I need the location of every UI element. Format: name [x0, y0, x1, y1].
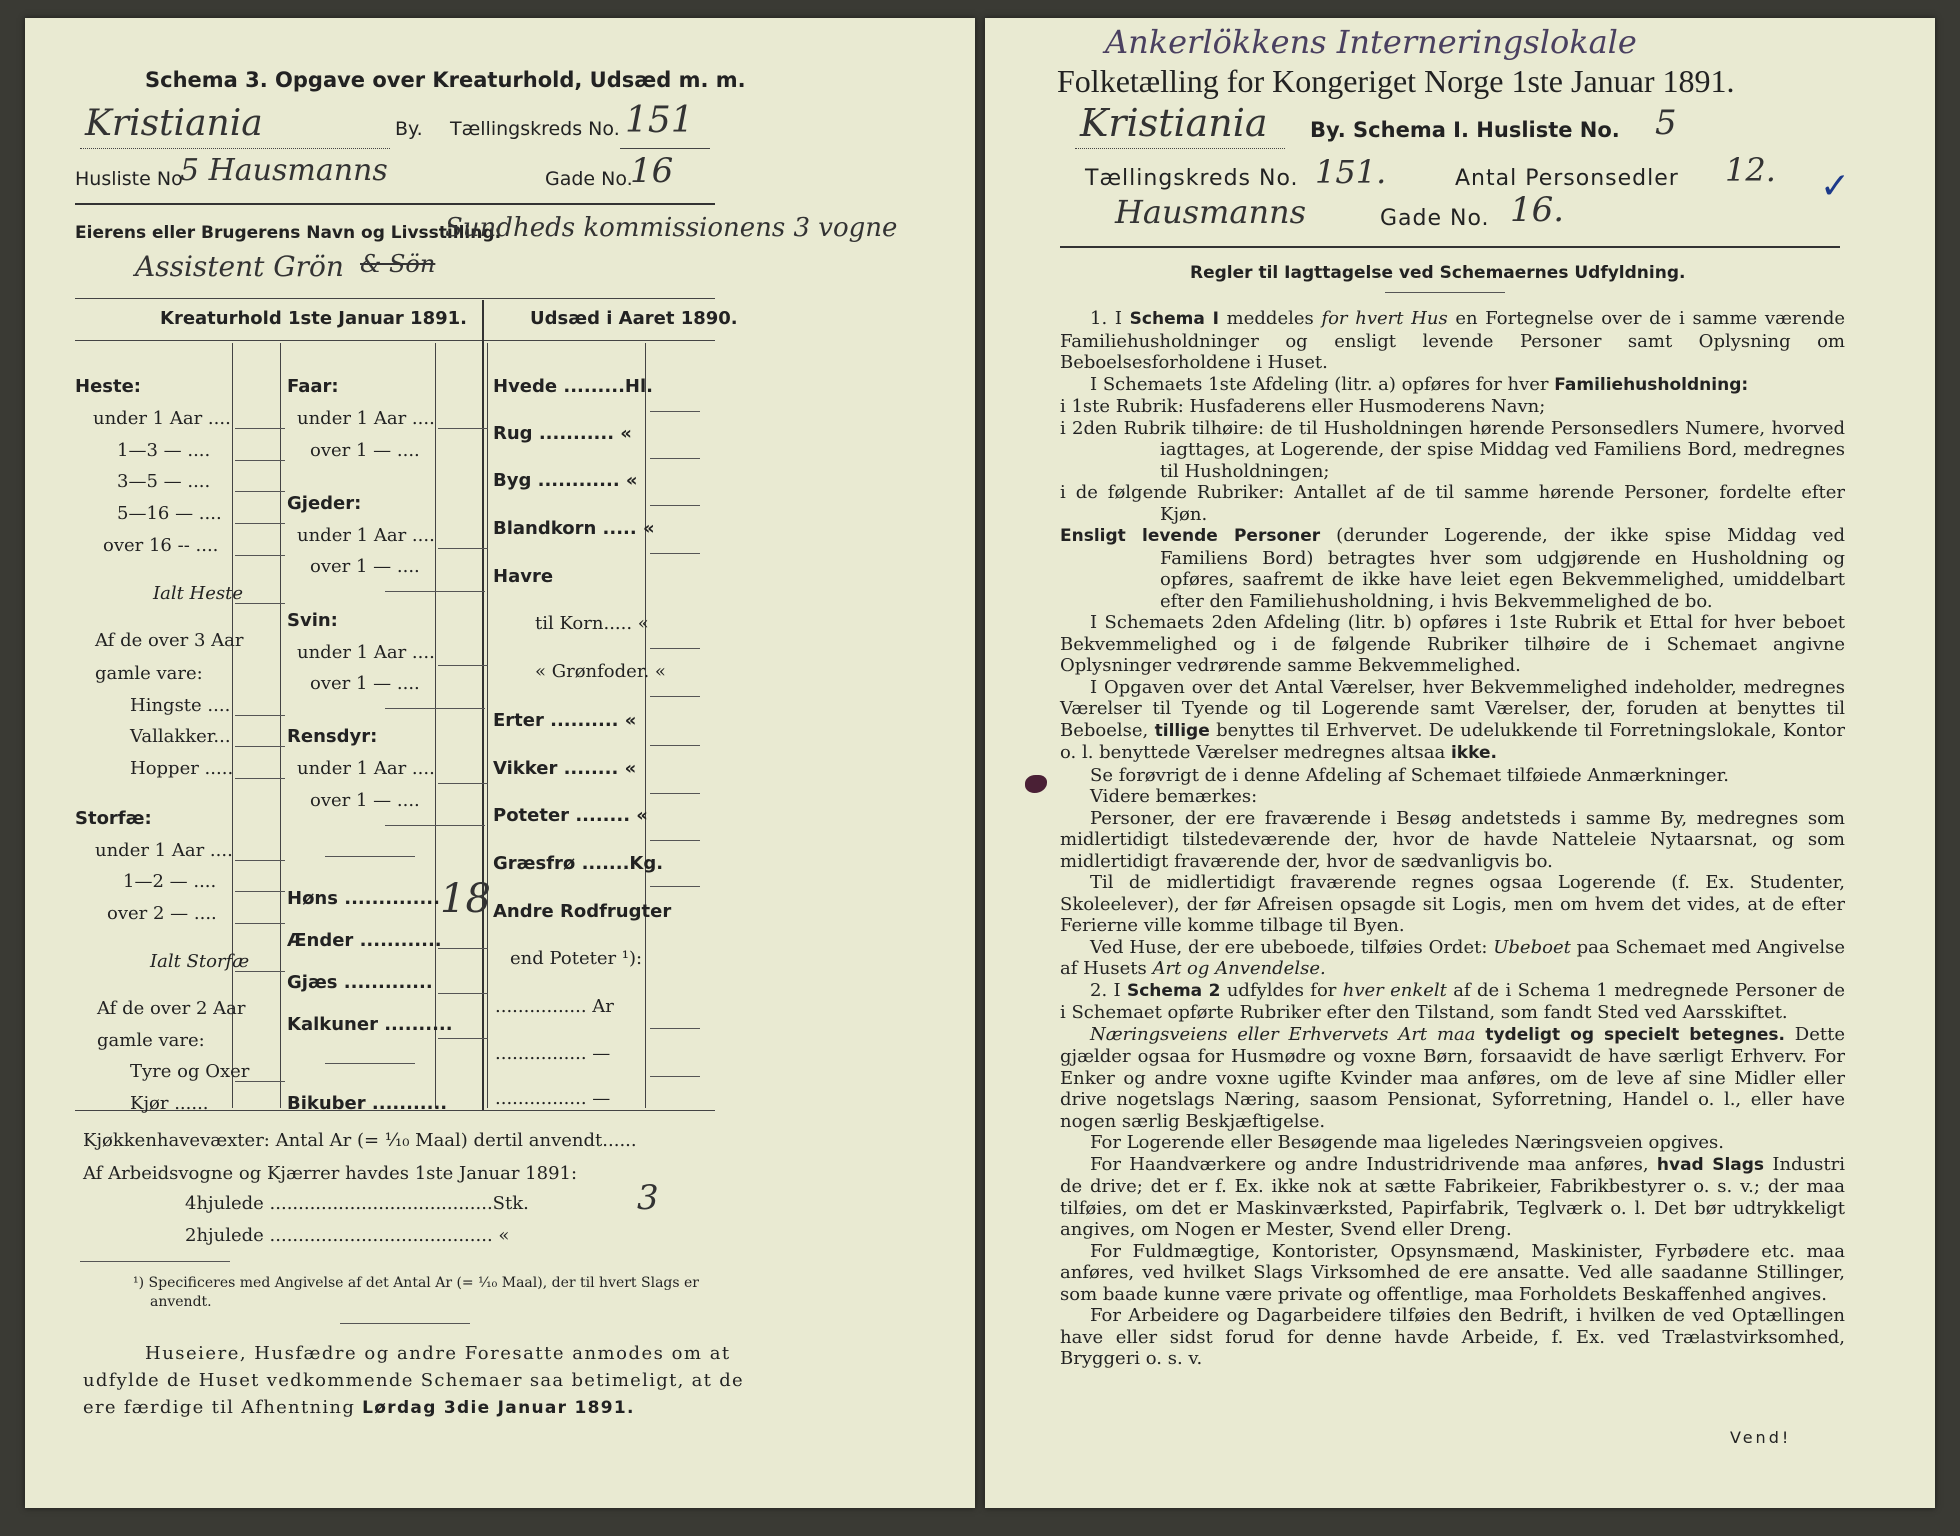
rule-paragraph: Ensligt levende Personer (derunder Logerende, der ikke spise Middag ved Familiens Bord) betragtes hver som udgjørende en Husholdning og opføres, saafremt de ikke have leiet egen Bekvemmelighed, umiddelbart efter den Familiehusholdning, i hvis Bekvemmelighed de bo. — [1060, 525, 1845, 612]
census-title: Folketælling for Kongeriget Norge 1ste Januar 1891. — [1057, 63, 1735, 99]
footnote-2: anvendt. — [150, 1294, 212, 1310]
kreds-line — [620, 148, 710, 149]
fowl-row: Ænder ............ — [287, 930, 442, 951]
kreds-label: Tællingskreds No. — [1085, 166, 1299, 191]
entry-blank — [650, 1076, 700, 1077]
antal-label: Antal Personsedler — [1455, 166, 1679, 191]
heste-row: gamle vare: — [95, 663, 203, 684]
udsaed-row: ................ — — [495, 1043, 611, 1064]
gade-label: Gade No. — [1380, 206, 1490, 231]
entry-blank — [438, 783, 488, 784]
by-schema-label: By. Schema I. Husliste No. — [1310, 118, 1620, 142]
gjeder-row: under 1 Aar .... — [297, 525, 435, 546]
udsaed-row: Blandkorn ..... « — [493, 518, 655, 539]
udsaed-row: Byg ............ « — [493, 470, 638, 491]
storfae-row: Af de over 2 Aar — [97, 998, 246, 1019]
entry-blank — [235, 460, 285, 461]
entry-blank — [650, 886, 700, 887]
entry-blank — [235, 971, 285, 972]
udsaed-row: Havre — [493, 566, 554, 587]
city-line — [80, 148, 390, 149]
entry-blank — [385, 825, 485, 826]
udsaed-row: Poteter ........ « — [493, 805, 648, 826]
check-mark: ✓ — [1820, 166, 1851, 207]
closing-2: udfylde de Huset vedkommende Schemaer saa betimeligt, at de — [83, 1370, 745, 1391]
faar-label: Faar: — [287, 376, 339, 397]
fowl-row: Høns .............. — [287, 888, 440, 909]
storfae-row: gamle vare: — [97, 1030, 205, 1051]
gade-label: Gade No. — [545, 168, 633, 190]
rule-paragraph: i 2den Rubrik tilhøire: de til Husholdningen hørende Personsedlers Numere, hvorved iagttages, at Logerende, der spise Middag ved Familiens Bord, medregnes til Husholdningen; — [1060, 417, 1845, 482]
kjokken-line: Kjøkkenhavevæxter: Antal Ar (= ¹⁄₁₀ Maal) dertil anvendt...... — [83, 1130, 637, 1151]
vend-label: Vend! — [1730, 1428, 1792, 1447]
entry-blank — [438, 1038, 488, 1039]
entry-blank — [650, 553, 700, 554]
col-b-divider — [435, 343, 436, 1108]
city-line — [1075, 148, 1285, 149]
storfae-row: 1—2 — .... — [123, 871, 217, 892]
rule-paragraph: I Opgaven over det Antal Værelser, hver Bekvemmelighed indeholder, medregnes Værelser til Tyende og til Logerende samt Værelser, der, foruden at benyttes til Beboelse, tillige benyttes til Erhvervet. De udelukkende til Forretningslokale, Kontor o. l. benyttede Værelser medregnes altsaa ikke. — [1060, 676, 1845, 763]
gade-handwritten: 16 — [630, 151, 674, 191]
heste-row: Vallakker... — [130, 726, 231, 747]
entry-blank — [438, 948, 488, 949]
heste-row: 3—5 — .... — [117, 471, 211, 492]
rules-body — [1060, 308, 1845, 1370]
by-label: By. — [395, 118, 423, 140]
rule-paragraph: Næringsveiens eller Erhvervets Art maa tydeligt og specielt betegnes. Dette gjælder ogsaa for Husmødre og voxne Børn, forsaavidt de have særligt Erhverv. For Enker og andre voxne ugifte Kvinder maa anføres, om de leve af sine Midler eller drive nogetslags Næring, saasom Pensionat, Syforretning, Handel o. l., eller have nogen særlig Beskjæftigelse. — [1060, 1023, 1845, 1132]
city-handwritten: Kristiania — [1080, 101, 1268, 145]
fowl-row: Kalkuner .......... — [287, 1014, 453, 1035]
entry-blank — [438, 428, 488, 429]
hjul2-line: 2hjulede ....................................... « — [185, 1225, 510, 1246]
rule-paragraph: Se forøvrigt de i denne Afdeling af Schemaet tilføiede Anmærkninger. — [1090, 764, 1729, 786]
gjeder-label: Gjeder: — [287, 493, 362, 514]
rule-paragraph: 1. I Schema I meddeles for hvert Hus en Fortegnelse over de i samme værende Familiehusholdninger og ensligt levende Personer samt Oplysning om Beboelsesforholdene i Huset. — [1060, 308, 1846, 373]
kreds-handwritten: 151 — [625, 100, 694, 141]
faar-row: over 1 — .... — [310, 440, 420, 461]
kreds-handwritten: 151. — [1315, 153, 1387, 191]
rule-paragraph: Til de midlertidigt fraværende regnes ogsaa Logerende (f. Ex. Studenter, Skoleelever), der før Afreisen opsagde sit Logis, men om hvem det vides, at de efter Ferierne ville komme tilbage til Byen. — [1060, 872, 1845, 936]
vogne-line: Af Arbeidsvogne og Kjærrer havdes 1ste Januar 1891: — [83, 1163, 578, 1184]
col2-header: Udsæd i Aaret 1890. — [530, 308, 738, 329]
faar-row: under 1 Aar .... — [297, 408, 435, 429]
entry-blank — [650, 745, 700, 746]
rensdyr-row: over 1 — .... — [310, 790, 420, 811]
udsaed-row: ................ — — [495, 1088, 611, 1109]
entry-blank — [438, 993, 488, 994]
right-page-schema-1 — [985, 18, 1935, 1508]
svin-label: Svin: — [287, 610, 338, 631]
closing-3-date: Lørdag 3die Januar 1891. — [362, 1398, 635, 1418]
heste-row: Hopper ..... — [130, 758, 234, 779]
entry-blank — [235, 923, 285, 924]
header-rule — [1060, 246, 1840, 248]
fowl-row: Bikuber ........... — [287, 1093, 448, 1114]
entry-blank — [235, 778, 285, 779]
udsaed-row: Andre Rodfrugter — [493, 901, 672, 922]
gjeder-row: over 1 — .... — [310, 556, 420, 577]
entry-blank — [235, 746, 285, 747]
rensdyr-row: under 1 Aar .... — [297, 758, 435, 779]
storfae-row: Tyre og Oxer — [130, 1061, 250, 1082]
husliste-handwritten: 5 — [1655, 103, 1677, 143]
rule-paragraph: Videre bemærkes: — [1090, 786, 1258, 807]
udsaed-row: « Grønfoder. « — [535, 661, 666, 682]
entry-blank — [650, 793, 700, 794]
rule-paragraph: For Logerende eller Besøgende maa ligeledes Næringsveien opgives. — [1090, 1132, 1724, 1153]
entry-blank — [385, 591, 485, 592]
heste-row: Hingste .... — [130, 695, 231, 716]
svin-row: under 1 Aar .... — [297, 642, 435, 663]
rule-paragraph: For Fuldmægtige, Kontorister, Opsynsmænd, Maskinister, Fyrbødere etc. maa anføres, ved hvilket Slags Virksomhed de ere ansatte. Ved alle saadanne Stillinger, som baade kunne være private og offentlige, maa Forholdets Beskaffenhed angives. — [1060, 1240, 1845, 1305]
closing-1: Huseiere, Husfædre og andre Foresatte anmodes om at — [145, 1343, 731, 1364]
udsaed-row: Hvede .........Hl. — [493, 376, 653, 397]
footnote-rule — [80, 1261, 230, 1262]
col-c-divider — [645, 343, 646, 1108]
svin-row: over 1 — .... — [310, 673, 420, 694]
owner-handwritten-2: Assistent Grön — [135, 250, 344, 283]
entry-blank — [235, 555, 285, 556]
table-top-rule — [75, 298, 715, 299]
schema3-title: Schema 3. Opgave over Kreaturhold, Udsæd m. m. — [145, 68, 746, 92]
entry-blank — [235, 715, 285, 716]
storfae-label: Storfæ: — [75, 808, 152, 829]
udsaed-row: Græsfrø .......Kg. — [493, 853, 664, 874]
entry-blank — [235, 603, 285, 604]
entry-blank — [235, 523, 285, 524]
entry-blank — [438, 548, 488, 549]
closing-rule — [340, 1323, 470, 1324]
udsaed-row: til Korn..... « — [535, 613, 649, 634]
owner-label: Eierens eller Brugerens Navn og Livsstilling: — [75, 223, 502, 243]
udsaed-row: ................ Ar — [495, 996, 614, 1017]
section-divider — [325, 1063, 415, 1064]
antal-handwritten: 12. — [1725, 151, 1776, 189]
entry-blank — [235, 1081, 285, 1082]
entry-blank — [235, 428, 285, 429]
entry-blank — [650, 505, 700, 506]
heste-row: 5—16 — .... — [117, 503, 222, 524]
heste-row: 1—3 — .... — [117, 440, 211, 461]
col-a-divider-1 — [232, 343, 233, 1108]
storfae-row: over 2 — .... — [107, 903, 217, 924]
rules-title-rule — [1385, 292, 1505, 293]
entry-blank — [650, 840, 700, 841]
owner-handwritten-2b: & Sön — [360, 250, 436, 278]
entry-blank — [235, 860, 285, 861]
table-mid-divider — [482, 300, 484, 1110]
rule-paragraph: Personer, der ere fraværende i Besøg andetsteds i samme By, medregnes som midlertidigt tilstedeværende der, hvor de havde Natteleie Nytaarsnat, og som midlertidigt fraværende der, hvor de sædvanligvis bo. — [1060, 807, 1845, 872]
udsaed-row: end Poteter ¹): — [510, 948, 643, 969]
rule-paragraph: i de følgende Rubriker: Antallet af de til samme hørende Personer, fordelte efter Kjøn. — [1060, 482, 1845, 525]
heste-row: under 1 Aar .... — [93, 408, 231, 429]
street-handwritten: Hausmanns — [1115, 193, 1307, 231]
entry-blank — [650, 648, 700, 649]
rule-paragraph: I Schemaets 1ste Afdeling (litr. a) opføres for hver Familiehusholdning: — [1090, 373, 1749, 395]
kreds-label: Tællingskreds No. — [450, 118, 620, 140]
husliste-handwritten: 5 Hausmanns — [180, 153, 388, 188]
storfae-row: Kjør ...... — [130, 1093, 209, 1114]
husliste-label: Husliste No — [75, 168, 183, 190]
entry-blank — [650, 411, 700, 412]
entry-blank — [650, 696, 700, 697]
heste-row: over 16 -- .... — [103, 535, 219, 556]
closing-3 — [83, 1397, 635, 1418]
storfae-total: Ialt Storfæ — [150, 951, 250, 972]
hons-handwritten: 18 — [440, 876, 491, 922]
rule-paragraph: I Schemaets 2den Afdeling (litr. b) opføres i 1ste Rubrik et Ettal for hver beboet Bekvemmelighed og i de følgende Rubriker tilhøire de i Schemaet angivne Oplysninger vedrørende samme Bekvemmelighed. — [1060, 612, 1845, 676]
ink-stain — [1025, 775, 1047, 793]
fowl-row: Gjæs ............. — [287, 972, 433, 993]
section-divider — [325, 856, 415, 857]
table-header-rule — [75, 340, 715, 341]
hjul4-handwritten: 3 — [637, 1178, 659, 1218]
owner-handwritten-1: Sundheds kommissionens 3 vogne — [445, 213, 898, 243]
entry-blank — [650, 1028, 700, 1029]
heste-label: Heste: — [75, 376, 141, 397]
entry-blank — [235, 491, 285, 492]
heste-total: Ialt Heste — [153, 583, 244, 604]
hjul4-line: 4hjulede .......................................Stk. — [185, 1193, 529, 1214]
udsaed-row: Vikker ........ « — [493, 758, 637, 779]
rensdyr-label: Rensdyr: — [287, 726, 378, 747]
entry-blank — [438, 665, 488, 666]
storfae-row: under 1 Aar .... — [95, 840, 233, 861]
rule-paragraph: Ved Huse, der ere ubeboede, tilføies Ordet: Ubeboet paa Schemaet med Angivelse af Husets Art og Anvendelse. — [1060, 936, 1845, 979]
entry-blank — [385, 708, 485, 709]
left-page-schema-3 — [25, 18, 975, 1508]
udsaed-row: Rug ........... « — [493, 423, 632, 444]
udsaed-row: Erter .......... « — [493, 710, 637, 731]
entry-blank — [235, 891, 285, 892]
rule-paragraph: i 1ste Rubrik: Husfaderens eller Husmoderens Navn; — [1060, 396, 1546, 417]
city-handwritten: Kristiania — [85, 103, 263, 144]
location-handwritten: Ankerlökkens Interneringslokale — [1105, 23, 1637, 61]
entry-blank — [650, 458, 700, 459]
heste-row: Af de over 3 Aar — [95, 630, 244, 651]
closing-3-text: ere færdige til Afhentning — [83, 1397, 363, 1418]
gade-handwritten: 16. — [1510, 190, 1565, 230]
rule-paragraph: For Haandværkere og andre Industridrivende maa anføres, hvad Slags Industri de drive; det er f. Ex. ikke nok at sætte Fabrikeier, Fabrikbestyrer o. s. v.; der maa tilføies, om det er Maskinværksted, Papirfabrik, Teglværk o. l. Det bør udtrykkeligt angives, om Nogen er Mester, Svend eller Dreng. — [1060, 1153, 1845, 1240]
col-a-divider-2 — [280, 343, 281, 1108]
col1-header: Kreaturhold 1ste Januar 1891. — [160, 308, 467, 329]
rule-paragraph: 2. I Schema 2 udfyldes for hver enkelt af de i Schema 1 medregnede Personer de i Schemaet opførte Rubriker efter den Tilstand, som fandt Sted ved Aarsskiftet. — [1060, 979, 1846, 1023]
footnote-1: ¹) Specificeres med Angivelse af det Antal Ar (= ¹⁄₁₀ Maal), der til hvert Slags er — [133, 1275, 699, 1291]
rules-title: Regler til Iagttagelse ved Schemaernes Udfyldning. — [1190, 263, 1686, 283]
header-rule — [75, 203, 715, 205]
rule-paragraph: For Arbeidere og Dagarbeidere tilføies den Bedrift, i hvilken de ved Optællingen have eller sidst forud for denne havde Arbeide, f. Ex. ved Trælastvirksomhed, Bryggeri o. s. v. — [1060, 1305, 1845, 1369]
